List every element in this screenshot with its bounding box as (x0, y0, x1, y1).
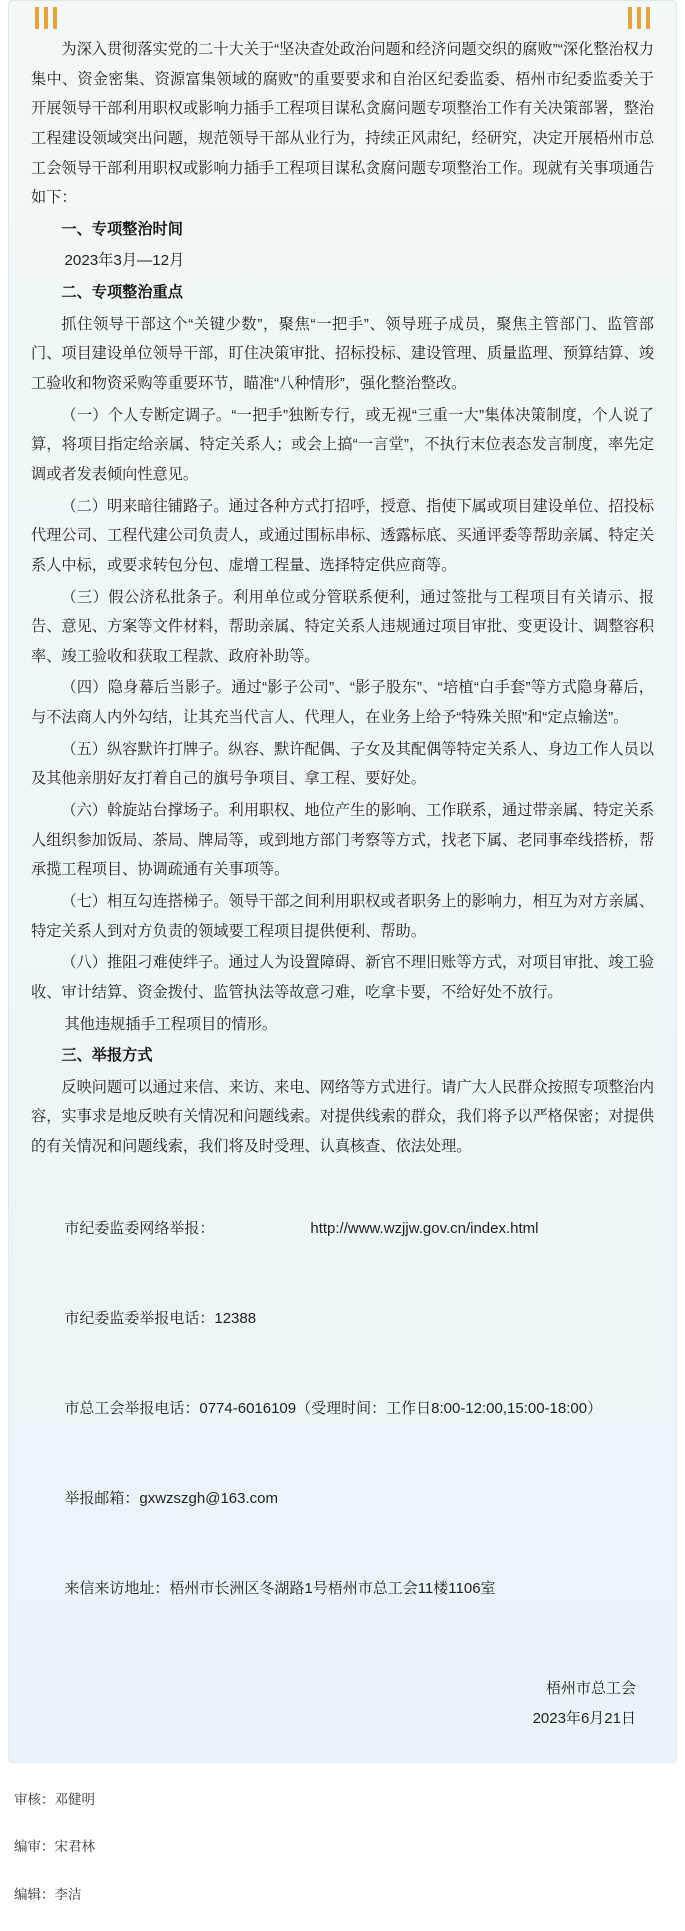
document-body (31, 35, 654, 1162)
paragraph: （八）推阻刁难使绊子。通过人为设置障碍、新官不理旧账等方式，对项目审批、竣工验收、审计结算、资金拨付、监管执法等故意刁难，吃拿卡要，不给好处不放行。 (31, 954, 654, 1001)
meta-editor-in-chief: 编审：宋君林 (14, 1839, 95, 1855)
paragraph: 其他违规插手工程项目的情形。 (64, 1015, 278, 1033)
signature-date: 2023年6月21日 (532, 1709, 636, 1727)
signature-org: 梧州市总工会 (545, 1679, 636, 1697)
contact-union-phone: 0774-6016109（受理时间：工作日8:00-12:00,15:00-18:00） (199, 1399, 603, 1417)
paragraph: （三）假公济私批条子。利用单位或分管联系便利，通过签批与工程项目有关请示、报告、意见、方案等文件材料，帮助亲属、特定关系人违规通过项目审批、变更设计、调整容积率、竣工验收和获取工程款、政府补助等。 (31, 588, 654, 665)
paragraph: （七）相互勾连搭梯子。领导干部之间利用职权或者职务上的影响力，相互为对方亲属、特定关系人到对方负责的领域要工程项目提供便利、帮助。 (31, 892, 654, 940)
paragraph: （六）斡旋站台撑场子。利用职权、地位产生的影响、工作联系，通过带亲属、特定关系人组织参加饭局、茶局、牌局等，或到地方部门考察等方式，找老下属、老同事牵线搭桥，帮承揽工程项目、协调疏通有关事项等。 (31, 802, 654, 879)
decorative-mark-right (628, 7, 650, 29)
contact-row-network (31, 1184, 654, 1274)
announcement-card (8, 0, 677, 1763)
section-heading: 二、专项整治重点 (61, 284, 183, 302)
contact-phone: 12388 (214, 1309, 257, 1327)
contact-row-union-phone (31, 1364, 654, 1454)
footer-meta (0, 1789, 685, 1931)
contact-label: 市纪委监委举报电话： (64, 1309, 215, 1327)
paragraph: （五）纵容默许打牌子。纵容、默许配偶、子女及其配偶等特定关系人、身边工作人员以及其他亲朋好友打着自己的旗号争项目、拿工程、要好处。 (31, 740, 654, 788)
paragraph: 抓住领导干部这个“关键少数”，聚焦“一把手”、领导班子成员，聚焦主管部门、监管部门、项目建设单位领导干部，盯住决策审批、招标投标、建设管理、质量监理、预算结算、竣工验收和物资采购等重要环节，瞄准“八种情形”，强化整治整改。 (31, 315, 654, 393)
section-heading: 一、专项整治时间 (61, 220, 183, 238)
contact-email[interactable]: gxwzszgh@163.com (139, 1489, 278, 1507)
contact-label: 来信来访地址： (64, 1579, 170, 1597)
contact-row-email (31, 1454, 654, 1544)
contact-label: 市纪委监委网络举报： (64, 1219, 215, 1237)
meta-reviewer: 审核：邓健明 (14, 1791, 95, 1807)
contact-label: 市总工会举报电话： (64, 1399, 200, 1417)
signature-block (31, 1674, 654, 1734)
paragraph: 2023年3月—12月 (64, 252, 185, 270)
contact-block (31, 1184, 654, 1634)
section-heading: 三、举报方式 (61, 1047, 153, 1065)
contact-url[interactable]: http://www.wzjjw.gov.cn/index.html (310, 1219, 539, 1237)
contact-row-address (31, 1544, 654, 1634)
paragraph: （二）明来暗往铺路子。通过各种方式打招呼，授意、指使下属或项目建设单位、招投标代理公司、工程代建公司负责人，或通过围标串标、透露标底、买通评委等帮助亲属、特定关系人中标，或要求转包分包、虚增工程量、选择特定供应商等。 (31, 497, 654, 574)
contact-row-phone (31, 1274, 654, 1364)
paragraph: （四）隐身幕后当影子。通过“影子公司”、“影子股东”、“培植“白手套”等方式隐身幕后，与不法商人内外勾结，让其充当代言人、代理人，在业务上给予“特殊关照”和“定点输送”。 (31, 679, 654, 727)
contact-address: 梧州市长洲区冬湖路1号梧州市总工会11楼1106室 (169, 1579, 496, 1597)
paragraph: （一）个人专断定调子。“一把手”独断专行，或无视“三重一大”集体决策制度，个人说了算，将项目指定给亲属、特定关系人；或会上搞“一言堂”，不执行末位表态发言制度，率先定调或者发表倾向性意见。 (31, 406, 654, 483)
paragraph: 反映问题可以通过来信、来访、来电、网络等方式进行。请广大人民群众按照专项整治内容，实事求是地反映有关情况和问题线索。对提供线索的群众，我们将予以严格保密；对提供的有关情况和问题线索，我们将及时受理、认真核查、依法处理。 (31, 1078, 654, 1156)
meta-editor: 编辑：李洁 (14, 1886, 82, 1902)
paragraph: 为深入贯彻落实党的二十大关于“坚决查处政治问题和经济问题交织的腐败”“深化整治权力集中、资金密集、资源富集领域的腐败”的重要要求和自治区纪委监委、梧州市纪委监委关于开展领导干部利用职权或影响力插手工程项目谋私贪腐问题专项整治工作有关决策部署，整治工程建设领域突出问题，规范领导干部从业行为，持续正风肃纪，经研究，决定开展梧州市总工会领导干部利用职权或影响力插手工程项目谋私贪腐问题专项整治工作。现就有关事项通告如下： (31, 41, 654, 207)
contact-label: 举报邮箱： (64, 1489, 140, 1507)
decorative-mark-left (35, 7, 57, 29)
